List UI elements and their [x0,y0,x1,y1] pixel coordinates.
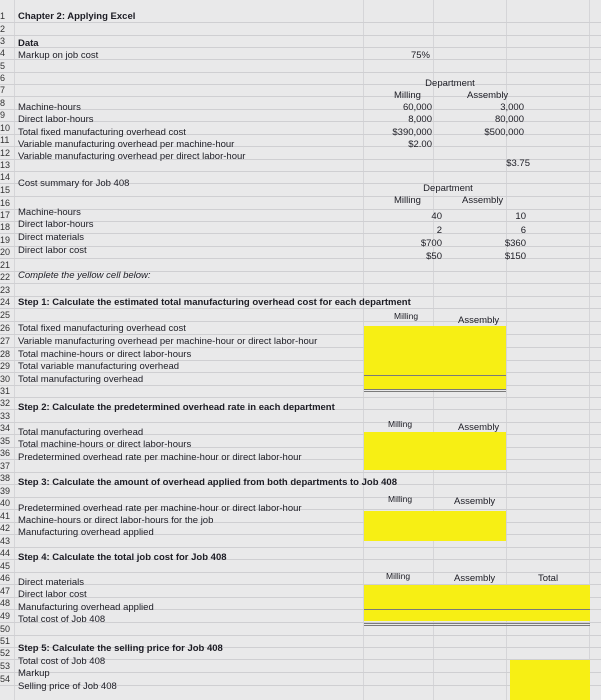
direct-labor-hours-milling[interactable]: 8,000 [408,114,432,125]
row-number[interactable]: 36 [0,448,11,458]
fixed-overhead-label: Total fixed manufacturing overhead cost [18,127,186,138]
row-gridline [0,308,601,309]
markup-value[interactable]: 75% [410,50,430,61]
row-number[interactable]: 52 [0,648,11,658]
row-gridline [0,397,601,398]
row-number[interactable]: 42 [0,523,11,533]
step5-row53: Selling price of Job 408 [18,681,117,692]
row-number[interactable]: 35 [0,436,11,446]
row-number[interactable]: 25 [0,310,11,320]
row-number[interactable]: 14 [0,172,11,182]
job-materials-label: Direct materials [18,232,84,243]
row-gridline [0,47,601,48]
row-number[interactable]: 2 [0,24,6,34]
cell-border [364,623,590,624]
step3-assembly-header: Assembly [454,496,496,507]
row-number[interactable]: 5 [0,61,6,71]
assembly-header-2: Assembly [462,195,504,206]
step5-input[interactable] [510,660,590,700]
step3-heading: Step 3: Calculate the amount of overhead applied from both departments to Job 408 [18,477,398,488]
job-machine-hours-milling[interactable]: 40 [431,211,442,222]
job-labor-cost-label: Direct labor cost [18,245,87,256]
step1-row25: Total fixed manufacturing overhead cost [18,323,186,334]
row-number[interactable]: 28 [0,349,11,359]
step2-row33: Total manufacturing overhead [18,427,144,438]
step2-input[interactable] [364,432,506,470]
row-number[interactable]: 20 [0,247,11,257]
row-number[interactable]: 26 [0,323,11,333]
row-number[interactable]: 10 [0,123,11,133]
step3-row40: Machine-hours or direct labor-hours for the job [18,515,214,526]
step1-heading: Step 1: Calculate the estimated total manufacturing overhead cost for each department [18,297,411,308]
step1-row28: Total variable manufacturing overhead [18,361,180,372]
row-number[interactable]: 53 [0,661,11,671]
row-number[interactable]: 3 [0,36,6,46]
row-gridline [0,385,601,386]
row-number[interactable]: 49 [0,611,11,621]
variable-oh-machine-milling[interactable]: $2.00 [408,139,432,150]
row-gridline [0,321,601,322]
row-number[interactable]: 4 [0,48,6,58]
row-number[interactable]: 38 [0,473,11,483]
row-number[interactable]: 8 [0,98,6,108]
row-number[interactable]: 7 [0,85,6,95]
row-number[interactable]: 15 [0,185,11,195]
row-number[interactable]: 12 [0,148,11,158]
row-gridline [0,171,601,172]
row-number[interactable]: 51 [0,636,11,646]
row-number[interactable]: 32 [0,398,11,408]
job-machine-hours-assembly[interactable]: 10 [515,211,526,222]
row-number[interactable]: 39 [0,486,11,496]
fixed-overhead-milling[interactable]: $390,000 [392,127,432,138]
assembly-header: Assembly [467,90,509,101]
step1-milling-input[interactable] [364,326,506,390]
row-number[interactable]: 23 [0,285,11,295]
row-number[interactable]: 43 [0,536,11,546]
row-number[interactable]: 11 [0,135,10,145]
department-header-2: Department [423,183,473,194]
machine-hours-assembly[interactable]: 3,000 [500,102,524,113]
step1-row29: Total manufacturing overhead [18,374,144,385]
row-number[interactable]: 21 [0,260,11,270]
department-header: Department [425,78,475,89]
row-number[interactable]: 17 [0,210,11,220]
row-number[interactable]: 37 [0,461,11,471]
row-gridline [0,96,601,97]
row-gridline [0,209,601,210]
cell-border [364,391,506,392]
row-number[interactable]: 27 [0,336,11,346]
row-number[interactable]: 13 [0,160,11,170]
step1-assembly-header: Assembly [458,315,500,326]
cell-border [364,609,590,610]
step2-row34: Total machine-hours or direct labor-hours [18,439,192,450]
row-number[interactable]: 6 [0,73,6,83]
row-gridline [0,196,601,197]
row-gridline [0,35,601,36]
step4-row46: Direct labor cost [18,589,87,600]
variable-oh-labor-assembly[interactable]: $3.75 [506,158,530,169]
row-gridline [0,497,601,498]
row-number[interactable]: 31 [0,386,11,396]
variable-oh-labor-label: Variable manufacturing overhead per direct labor-hour [18,151,246,162]
row-number[interactable]: 9 [0,110,6,120]
row-number[interactable]: 18 [0,222,11,232]
step4-assembly-header: Assembly [454,573,496,584]
data-heading: Data [18,38,39,49]
column-border [14,0,15,700]
row-gridline [0,572,601,573]
step5-row52: Markup [18,668,50,679]
cost-summary-label: Cost summary for Job 408 [18,178,130,189]
row-number[interactable]: 40 [0,498,11,508]
step4-row48: Total cost of Job 408 [18,614,106,625]
row-number[interactable]: 19 [0,235,11,245]
step1-row26: Variable manufacturing overhead per machine-hour or direct labor-hour [18,336,318,347]
row-number[interactable]: 24 [0,297,11,307]
milling-header: Milling [394,90,421,101]
row-gridline [0,547,601,548]
machine-hours-milling[interactable]: 60,000 [402,102,432,113]
job-labor-hours-assembly[interactable]: 6 [520,225,526,236]
milling-header-2: Milling [394,195,421,206]
job-labor-cost-milling[interactable]: $50 [426,251,442,262]
step4-heading: Step 4: Calculate the total job cost for Job 408 [18,552,227,563]
step5-row51: Total cost of Job 408 [18,656,106,667]
instruction-text: Complete the yellow cell below: [18,270,151,281]
step2-row35: Predetermined overhead rate per machine-hour or direct labor-hour [18,452,302,463]
row-number[interactable]: 54 [0,674,11,684]
row-gridline [0,635,601,636]
step4-milling-header: Milling [386,571,411,581]
row-gridline [0,347,601,348]
row-number[interactable]: 46 [0,573,11,583]
row-gridline [0,372,601,373]
step1-milling-header: Milling [394,311,419,321]
cell-border [364,375,506,376]
row-number[interactable]: 22 [0,272,11,282]
step4-total-header: Total [538,573,559,584]
step1-row27: Total machine-hours or direct labor-hours [18,349,192,360]
direct-labor-hours-assembly[interactable]: 80,000 [494,114,524,125]
markup-label: Markup on job cost [18,50,99,61]
job-labor-hours-label: Direct labor-hours [18,219,94,230]
step2-heading: Step 2: Calculate the predetermined overhead rate in each department [18,402,335,413]
row-number[interactable]: 1 [0,11,6,21]
job-labor-cost-assembly[interactable]: $150 [504,251,526,262]
direct-labor-hours-label: Direct labor-hours [18,114,94,125]
step4-row45: Direct materials [18,577,84,588]
row-number[interactable]: 30 [0,374,11,384]
step3-row41: Manufacturing overhead applied [18,527,154,538]
row-gridline [0,422,601,423]
row-gridline [0,22,601,23]
step5-heading: Step 5: Calculate the selling price for Job 408 [18,643,223,654]
machine-hours-label: Machine-hours [18,102,81,113]
row-number[interactable]: 44 [0,548,11,558]
row-number[interactable]: 41 [0,511,11,521]
job-machine-hours-label: Machine-hours [18,207,81,218]
step3-input[interactable] [364,511,506,541]
cell-border [364,389,506,390]
row-number[interactable]: 45 [0,561,11,571]
job-materials-milling[interactable]: $700 [420,238,442,249]
row-number[interactable]: 50 [0,624,11,634]
row-gridline [0,334,601,335]
step3-row39: Predetermined overhead rate per machine-hour or direct labor-hour [18,503,302,514]
row-gridline [0,72,601,73]
row-number[interactable]: 29 [0,361,11,371]
step4-input[interactable] [364,585,590,621]
row-gridline [0,472,601,473]
chapter-title: Chapter 2: Applying Excel [18,11,136,22]
row-number[interactable]: 33 [0,411,11,421]
job-materials-assembly[interactable]: $360 [504,238,526,249]
step3-milling-header: Milling [388,494,413,504]
row-number[interactable]: 16 [0,198,11,208]
step2-milling-header: Milling [388,419,413,429]
job-labor-hours-milling[interactable]: 2 [436,225,442,236]
row-number[interactable]: 34 [0,423,11,433]
step2-assembly-header: Assembly [458,422,500,433]
row-number[interactable]: 47 [0,586,11,596]
row-gridline [0,283,601,284]
fixed-overhead-assembly[interactable]: $500,000 [484,127,524,138]
variable-oh-machine-label: Variable manufacturing overhead per machine-hour [18,139,235,150]
row-number[interactable]: 48 [0,598,11,608]
cell-border [364,625,590,626]
step4-row47: Manufacturing overhead applied [18,602,154,613]
